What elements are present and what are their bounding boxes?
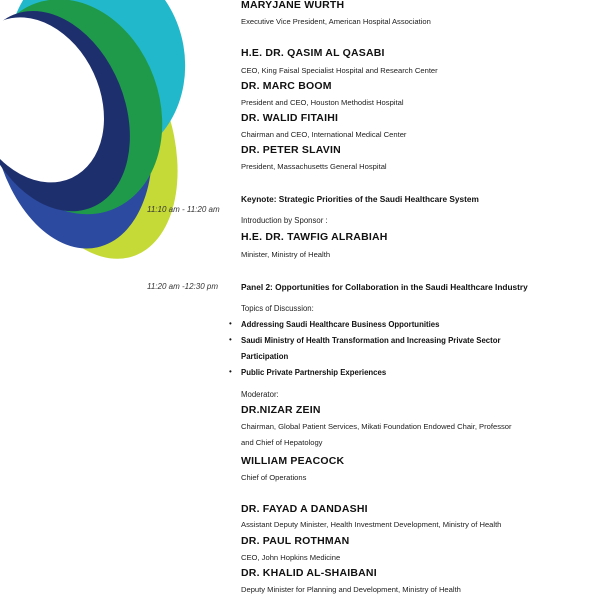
moderator-name: DR.NIZAR ZEIN: [241, 404, 321, 416]
bullet-dot: •: [229, 367, 232, 376]
keynote-title: Keynote: Strategic Priorities of the Saudi Healthcare System: [241, 194, 479, 204]
speaker-name: H.E. DR. QASIM AL QASABI: [241, 47, 385, 59]
decorative-rings: [0, 0, 200, 280]
keynote-speaker-name: H.E. DR. TAWFIG ALRABIAH: [241, 231, 388, 243]
speaker-name: DR. WALID FITAIHI: [241, 112, 339, 124]
speaker-role: President and CEO, Houston Methodist Hospital: [241, 98, 404, 107]
speaker-role: Chairman and CEO, International Medical Center: [241, 130, 407, 139]
panel-title: Panel 2: Opportunities for Collaboration in the Saudi Healthcare Industry: [241, 282, 528, 292]
panelist-role: Deputy Minister for Planning and Development, Ministry of Health: [241, 585, 461, 594]
panelist-role: Assistant Deputy Minister, Health Investment Development, Ministry of Health: [241, 520, 502, 529]
bullet-dot: •: [229, 335, 232, 344]
speaker-role: Executive Vice President, American Hospital Association: [241, 17, 431, 26]
topics-label: Topics of Discussion:: [241, 304, 314, 313]
panelist-name: DR. KHALID AL-SHAIBANI: [241, 567, 377, 579]
bullet-dot: •: [229, 319, 232, 328]
keynote-time: 11:10 am - 11:20 am: [147, 205, 220, 214]
speaker-name: DR. MARC BOOM: [241, 80, 332, 92]
topic-item-continued: Participation: [241, 352, 289, 361]
speaker-role: CEO, King Faisal Specialist Hospital and Research Center: [241, 66, 438, 75]
moderator-role: Chairman, Global Patient Services, Mikati Foundation Endowed Chair, Professor: [241, 422, 512, 431]
keynote-intro: Introduction by Sponsor :: [241, 216, 328, 225]
speaker-role: President, Massachusetts General Hospital: [241, 162, 387, 171]
moderator-label: Moderator:: [241, 390, 279, 399]
co-moderator-name: WILLIAM PEACOCK: [241, 455, 345, 467]
panel-time: 11:20 am -12:30 pm: [147, 282, 219, 291]
topic-item: Addressing Saudi Healthcare Business Opportunities: [241, 320, 440, 329]
panelist-role: CEO, John Hopkins Medicine: [241, 553, 341, 562]
topic-item: Public Private Partnership Experiences: [241, 368, 387, 377]
co-moderator-role: Chief of Operations: [241, 473, 307, 482]
panelist-name: DR. FAYAD A DANDASHI: [241, 503, 368, 515]
topic-item: Saudi Ministry of Health Transformation and Increasing Private Sector: [241, 336, 501, 345]
speaker-name: MARYJANE WURTH: [241, 0, 345, 11]
speaker-name: DR. PETER SLAVIN: [241, 144, 341, 156]
panelist-name: DR. PAUL ROTHMAN: [241, 535, 350, 547]
keynote-speaker-role: Minister, Ministry of Health: [241, 250, 331, 259]
moderator-role-continued: and Chief of Hepatology: [241, 438, 323, 447]
